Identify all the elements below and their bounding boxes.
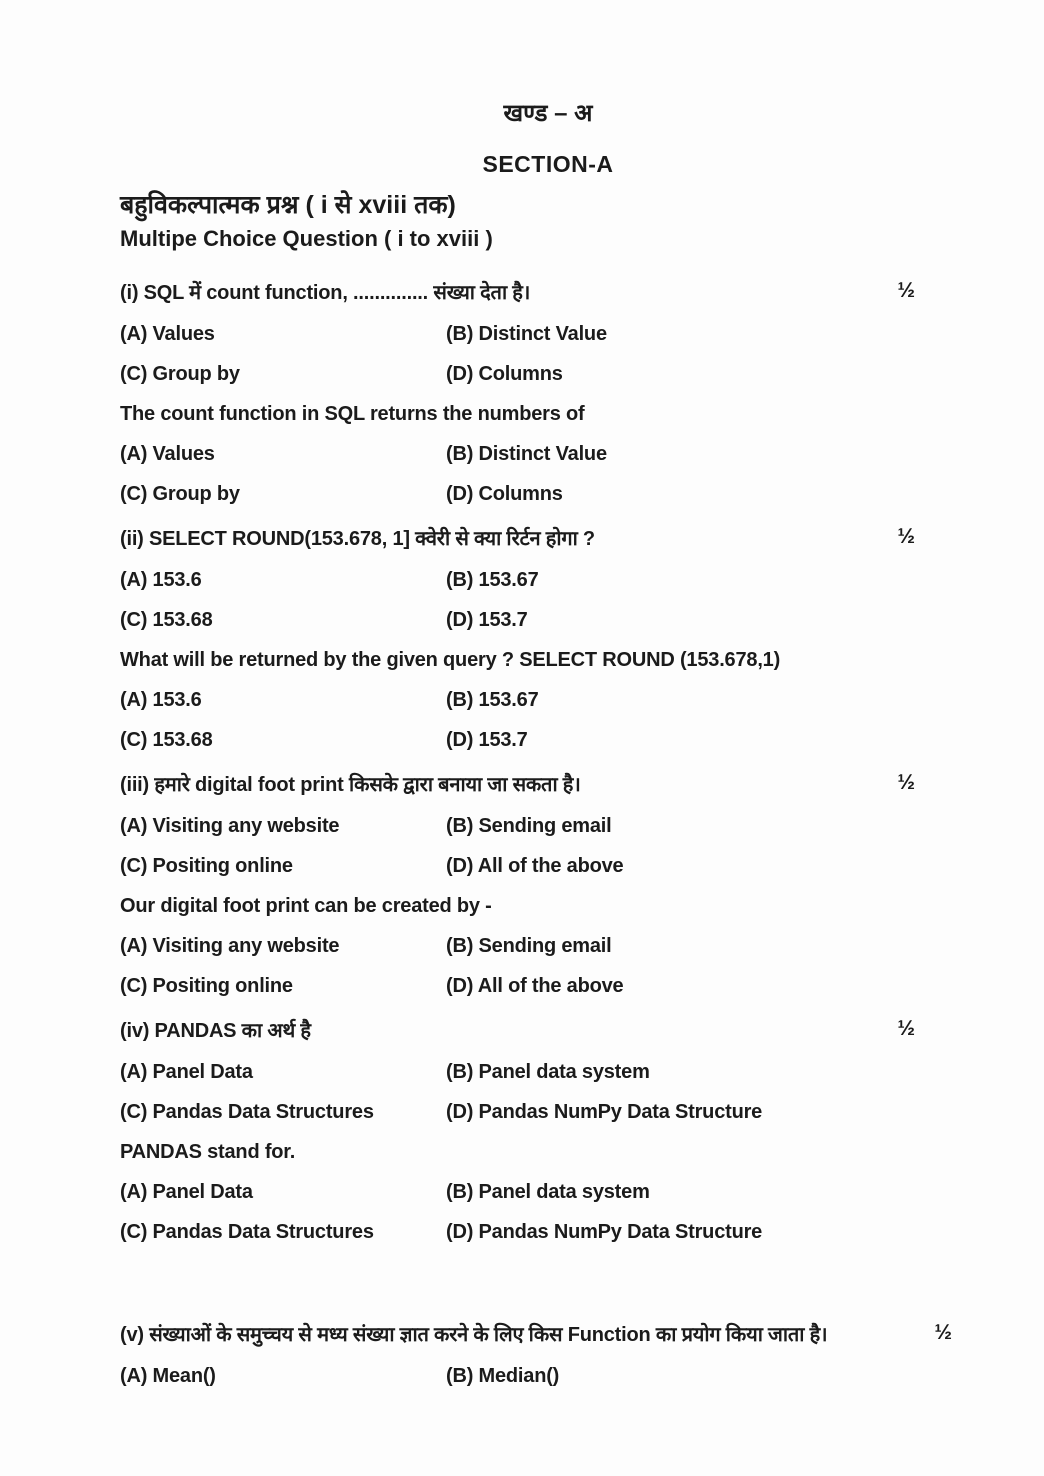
- option-a: (A) Values: [120, 322, 215, 345]
- question-text-english: The count function in SQL returns the numbers of: [120, 402, 585, 425]
- option-c: (C) Positing online: [120, 854, 293, 877]
- question-block-iv: [0, 1006, 1044, 1252]
- option-d: (D) Pandas NumPy Data Structure: [446, 1100, 763, 1123]
- option-c: (C) Pandas Data Structures: [120, 1100, 374, 1123]
- option-b: (B) Distinct Value: [446, 442, 607, 465]
- question-text-hindi: (iii) हमारे digital foot print किसके द्वारा बनाया जा सकता है।: [120, 773, 581, 796]
- option-b: (B) Distinct Value: [446, 322, 607, 345]
- mcq-heading-english: Multipe Choice Question ( i to xviii ): [120, 226, 493, 251]
- marks-value: ½: [897, 525, 915, 548]
- option-a: (A) Mean(): [120, 1364, 216, 1387]
- option-a: (A) 153.6: [120, 568, 202, 591]
- question-block-iii: [0, 760, 1044, 1006]
- question-block-ii: [0, 514, 1044, 760]
- option-d: (D) 153.7: [446, 728, 528, 751]
- question-text-hindi: (iv) PANDAS का अर्थ है: [120, 1019, 311, 1042]
- section-heading-english: SECTION-A: [482, 151, 614, 177]
- option-a: (A) 153.6: [120, 688, 202, 711]
- option-b: (B) Sending email: [446, 934, 612, 957]
- marks-value: ½: [897, 771, 915, 794]
- option-d: (D) Pandas NumPy Data Structure: [446, 1220, 763, 1243]
- option-b: (B) 153.67: [446, 568, 539, 591]
- option-b: (B) Sending email: [446, 814, 612, 837]
- question-text-english: What will be returned by the given query ? SELECT ROUND (153.678,1): [120, 648, 781, 671]
- option-d: (D) All of the above: [446, 974, 624, 997]
- option-b: (B) Panel data system: [446, 1060, 650, 1083]
- question-text-hindi: (v) संख्याओं के समुच्चय से मध्य संख्या ज्ञात करने के लिए किस Function का प्रयोग किया जाता है।: [120, 1323, 828, 1346]
- option-c: (C) 153.68: [120, 608, 213, 631]
- marks-value: ½: [934, 1321, 952, 1344]
- mcq-heading-hindi: बहुविकल्पात्मक प्रश्न ( i से xviii तक): [120, 191, 456, 219]
- option-a: (A) Panel Data: [120, 1180, 253, 1203]
- section-heading-hindi: खण्ड – अ: [503, 100, 593, 127]
- questions-list: [0, 268, 1044, 1396]
- question-text-hindi: (ii) SELECT ROUND(153.678, 1] क्वेरी से क्या रिर्टन होगा ?: [120, 527, 595, 550]
- option-a: (A) Values: [120, 442, 215, 465]
- option-a: (A) Visiting any website: [120, 814, 340, 837]
- option-a: (A) Visiting any website: [120, 934, 340, 957]
- option-d: (D) 153.7: [446, 608, 528, 631]
- question-text-hindi: (i) SQL में count function, .............. संख्या देता है।: [120, 281, 531, 304]
- option-b: (B) Panel data system: [446, 1180, 650, 1203]
- option-d: (D) Columns: [446, 482, 563, 505]
- option-b: (B) Median(): [446, 1364, 560, 1387]
- option-b: (B) 153.67: [446, 688, 539, 711]
- option-c: (C) Pandas Data Structures: [120, 1220, 374, 1243]
- option-a: (A) Panel Data: [120, 1060, 253, 1083]
- question-text-english: Our digital foot print can be created by -: [120, 894, 492, 917]
- option-d: (D) Columns: [446, 362, 563, 385]
- option-c: (C) Group by: [120, 362, 240, 385]
- question-text-english: PANDAS stand for.: [120, 1140, 296, 1163]
- marks-value: ½: [897, 279, 915, 302]
- option-c: (C) Positing online: [120, 974, 293, 997]
- option-d: (D) All of the above: [446, 854, 624, 877]
- question-block-i: [0, 268, 1044, 514]
- question-block-v: [0, 1310, 1044, 1396]
- option-c: (C) 153.68: [120, 728, 213, 751]
- marks-value: ½: [897, 1017, 915, 1040]
- option-c: (C) Group by: [120, 482, 240, 505]
